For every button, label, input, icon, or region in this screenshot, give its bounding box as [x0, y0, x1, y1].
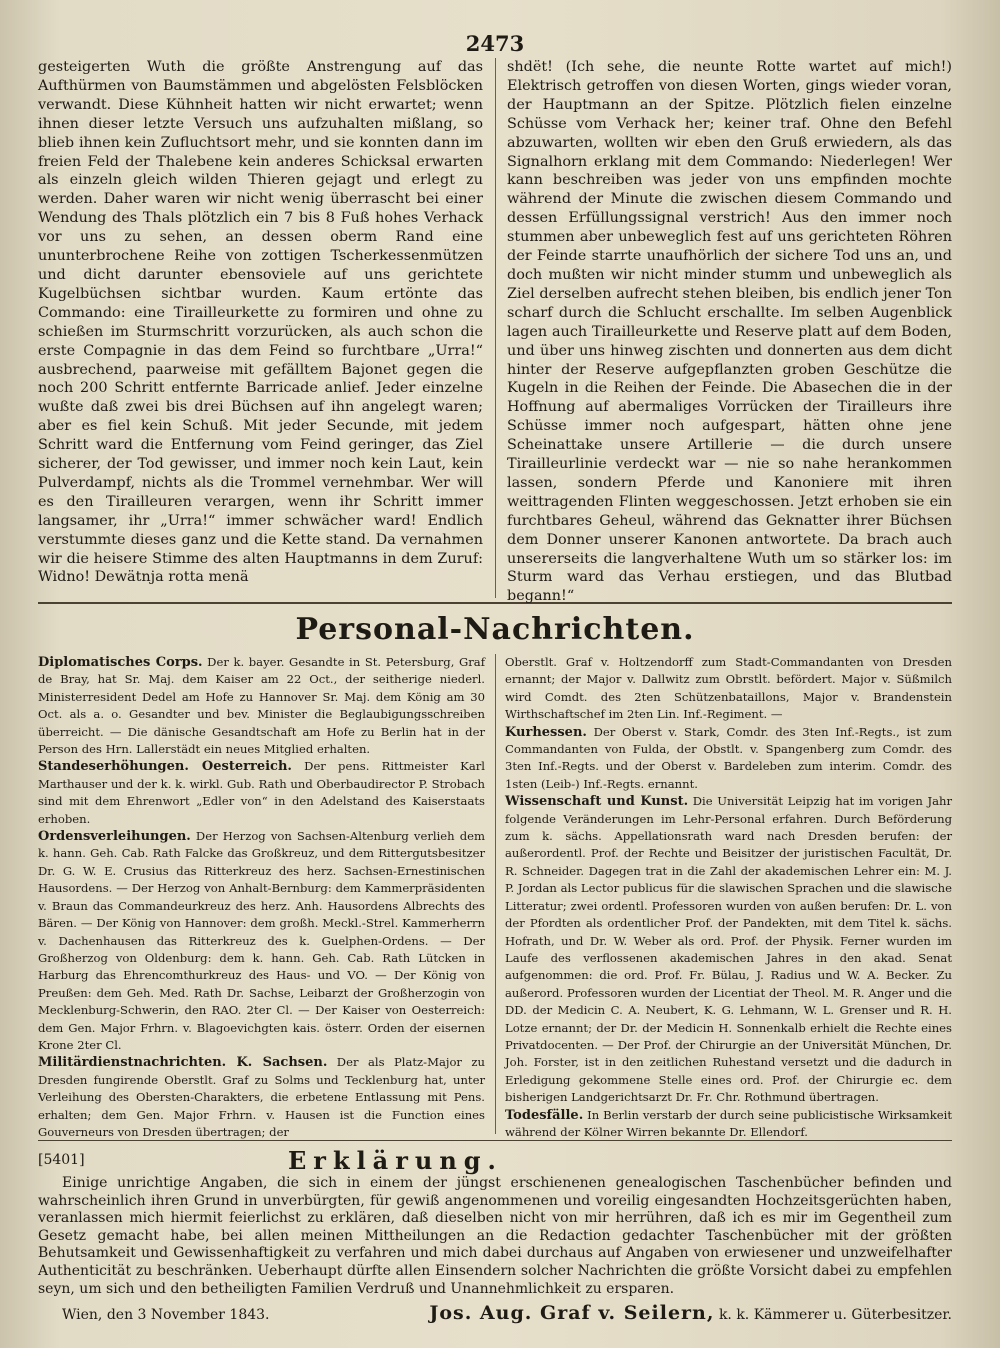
- declaration-title: Erklärung.: [288, 1145, 503, 1175]
- declaration-footer: [38, 1302, 952, 1324]
- article-text-left: gesteigerten Wuth die größte Anstrengung auf das Aufthürmen von Baumstämmen und abgelösten Felsblöcken verwandt. Diese Kühnheit hatten wir nicht erwartet; wenn ihnen dieser letzte Versuch uns aufzuhalten mißlang, so blieb ihnen kein Zufluchtsort mehr, und sie konnten dann im freien Feld der Thalebene kein anderes Schicksal erwarten als einzeln gleich wilden Thieren gejagt und erlegt zu werden. Daher waren wir nicht wenig überrascht bei einer Wendung des Thals plötzlich ein 7 bis 8 Fuß hohes Verhack vor uns zu sehen, an dessen oberm Rand eine ununterbrochene Reihe von zottigen Tscherkessenmützen und dicht darunter ebensoviele auf uns gerichtete Kugelbüchsen sichtbar wurden. Kaum ertönte das Commando: eine Tirailleurkette zu formiren und ohne zu schießen im Sturmschritt vorzurücken, als auch schon die erste Compagnie in das dem Feind so furchtbare „Urra!“ ausbrechend, paarweise mit gefälltem Bajonet gegen die noch 200 Schritt entfernte Barricade anlief. Jeder einzelne wußte daß zwei bis drei Büchsen auf ihn angelegt waren; aber es fiel kein Schuß. Mit jeder Secunde, mit jedem Schritt ward die Entfernung vom Feind geringer, das Ziel sicherer, der Tod gewisser, und immer noch kein Laut, kein Pulverdampf, nichts als die Trommel vernehmbar. Wer will es den Tirailleuren verargen, wenn ihr Schritt immer langsamer, ihr „Urra!“ immer schwächer ward! Endlich verstummte dieses ganz und die Kette stand. Da vernahmen wir die heisere Stimme des alten Hauptmanns in dem Zuruf: Widno! Dewätnja rotta menä: [38, 59, 483, 586]
- news-item: [505, 724, 952, 794]
- declaration-signature: [429, 1302, 952, 1324]
- news-heading: Todesfälle.: [505, 1107, 584, 1123]
- page-number: 2473: [465, 31, 525, 56]
- declaration-place-date: Wien, den 3 November 1843.: [62, 1307, 270, 1324]
- news-text: Die Universität Leipzig hat im vorigen Jahr folgende Veränderungen im Lehr-Personal erfahren. Durch Beförderung zum k. sächs. Appellationsrath ward nach Dresden berufen: der außerordentl. Prof. der Rechte und Beisitzer der juristischen Facultät, Dr. R. Schneider. Dagegen trat in die Zahl der akademischen Lehrer ein: M. J. P. Jordan als Lector publicus für die slawischen Sprachen und die slawische Litteratur; zwei ordentl. Professoren wurden von außen berufen: Dr. L. von der Pfordten als ordentlicher Prof. der Pandekten, mit dem Titel k. sächs. Hofrath, und Dr. W. Weber als ord. Prof. der Physik. Ferner wurden im Laufe des verflossenen akademischen Jahres in den akad. Senat aufgenommen: die ord. Prof. Fr. Bülau, J. Radius und W. A. Becker. Zu außerord. Professoren wurden der Licentiat der Theol. M. R. Anger und die DD. der Medicin C. A. Neubert, K. G. Lehmann, W. L. Grenser und R. H. Lotze ernannt; der Dr. der Medicin H. Sonnenkalb erhielt die Rechte eines Privatdocenten. — Der Prof. der Chirurgie an der Universität München, Dr. Joh. Forster, ist in den zeitlichen Ruhestand versetzt und die dadurch in Erledigung gekommene Stelle eines ord. Prof. der Chirurgie ec. dem bisherigen Landgerichtsarzt Dr. Fr. Chr. Rothmund übertragen.: [505, 794, 953, 1105]
- news-heading: Ordensverleihungen.: [38, 829, 191, 845]
- column-divider: [495, 58, 496, 598]
- news-column-right: [505, 654, 953, 1139]
- article-columns: [38, 58, 952, 605]
- news-item: [38, 758, 485, 828]
- column-divider: [495, 654, 496, 1134]
- news-heading: Standeserhöhungen. Oesterreich.: [38, 759, 292, 775]
- signature-name: Jos. Aug. Graf v. Seilern,: [429, 1302, 715, 1325]
- news-item: [505, 793, 952, 1106]
- news-heading: Wissenschaft und Kunst.: [505, 794, 689, 810]
- news-item: [38, 654, 485, 758]
- article-text-right: shdët! (Ich sehe, die neunte Rotte wartet auf mich!) Elektrisch getroffen von diesen Worten, gings wieder voran, der Hauptmann an der Spitze. Plötzlich fielen einzelne Schüsse vom Verhack her; keiner traf. Ohne den Befehl abzuwarten, wollten wir eben den Gruß erwiedern, als das Signalhorn erklang mit dem Commando: Niederlegen! Wer kann beschreiben was jeder von uns empfinden mochte während der Minute die zwischen diesem Commando und dessen Erfüllungssignal verstrich! Aus den immer noch stummen aber unbeweglich fest auf uns gerichteten Röhren der Feinde starrte unaufhörlich der sichere Tod uns an, und doch mußten wir nicht minder stumm und unbeweglich als Ziel derselben aufrecht stehen bleiben, bis endlich jener Ton scharf durch die Schlucht erschallte. Im selben Augenblick lagen auch Tirailleurkette und Reserve platt auf dem Boden, und über uns hinweg zischten und donnerten aus dem dicht hinter der Reserve aufgepflanzten groben Geschütze die Kugeln in die Reihen der Feinde. Die Abasechen die in der Hoffnung auf abermaliges Vorrücken der Tirailleurs ihre Schüsse immer noch aufgespart, hätten ohne jene Scheinattake unsere Artillerie — die durch unsere Tirailleurlinie verdeckt war — nie so nahe herankommen lassen, sondern Pferde und Kanoniere mit ihren weittragenden Flinten weggeschossen. Jetzt erhoben sie ein furchtbares Geheul, während das Geknatter ihrer Büchsen dem Donner unserer Kanonen antwortete. Da brach auch unsererseits die langverhaltene Wuth um so stärker los: im Sturm ward das Verhau erstiegen, und das Blutbad begann!“: [507, 59, 952, 605]
- declaration-header: [38, 1145, 952, 1175]
- personal-news-columns: [38, 654, 953, 1139]
- declaration-body: Einige unrichtige Angaben, die sich in einem der jüngst erschienenen genealogischen Taschenbücher befinden und wahrscheinlich ihren Grund in unverbürgten, für gewiß angenommenen und voreilig eingesandten Hochzeitsgerüchten haben, veranlassen mich hiermit feierlichst zu erklären, daß dieselben nicht von mir herrühren, daß ich es mir im Gegentheil zum Gesetz gemacht habe, bei allen meinen Mittheilungen an die Redaction gedachter Taschenbücher mit der größten Behutsamkeit und Gewissenhaftigkeit zu verfahren und mich dabei durchaus auf Angaben von erwiesener und unzweifelhafter Authenticität zu beschränken. Ueberhaupt dürfte allen Einsendern solcher Nachrichten die größte Vorsicht dabei zu empfehlen seyn, um sich und den betheiligten Familien Verdruß und Unannehmlichkeit zu ersparen.: [38, 1175, 952, 1297]
- news-text: Der k. bayer. Gesandte in St. Petersburg, Graf de Bray, hat Sr. Maj. dem Kaiser am 22 Oct., der seitherige niederl. Ministerresident Dedel am Hofe zu Hannover Sr. Maj. dem König am 30 Oct. als a. o. Gesandter und bev. Minister die Beglaubigungsschreiben überreicht. — Die dänische Gesandtschaft am Hofe zu Berlin hat in der Person des Hrn. Lallerstädt ein neues Mitglied erhalten.: [38, 655, 485, 757]
- news-item: [505, 1107, 952, 1142]
- news-text: Der pens. Rittmeister Karl Marthauser und der k. k. wirkl. Gub. Rath und Oberbaudirector P. Strobach sind mit dem Ehrenwort „Edler von“ in den Adelstand des Kaiserstaats erhoben.: [38, 759, 486, 826]
- news-text: In Berlin verstarb der durch seine publicistische Wirksamkeit während der Kölner Wirren bekannte Dr. Ellendorf.: [505, 1107, 952, 1139]
- news-text: Der als Platz-Major zu Dresden fungirende Oberstlt. Graf zu Solms und Tecklenburg hat, unter Verleihung des Obersten-Charakters, die erbetene Entlassung mit Pens. erhalten; dem Gen. Major Frhrn. v. Hausen ist die Function eines Gouverneurs von Dresden übertragen; der: [38, 1055, 485, 1139]
- news-item: [38, 828, 485, 1054]
- article-column-right: [507, 58, 952, 605]
- news-column-left: [38, 654, 486, 1139]
- article-column-left: [38, 58, 483, 598]
- news-text: Der Herzog von Sachsen-Altenburg verlieh dem k. hann. Geh. Cab. Rath Falcke das Großkreuz, und dem Rittergutsbesitzer Dr. G. W. E. Crusius das Ritterkreuz des herz. Sachsen-Ernestinischen Hausordens. — Der Herzog von Anhalt-Bernburg: dem Kammerpräsidenten v. Braun das Commandeurkreuz des herz. Anh. Hausordens Albrechts des Bären. — Der König von Hannover: dem großh. Meckl.-Strel. Kammerherrn v. Dachenhausen das Ritterkreuz des k. Guelphen-Ordens. — Der Großherzog von Oldenburg: dem k. hann. Geh. Cab. Rath Lütcken in Harburg das Ehrencomthurkreuz des Haus- und VO. — Der König von Preußen: dem Geh. Med. Rath Dr. Sachse, Leibarzt der Großherzogin von Mecklenburg-Schwerin, den RAO. 2ter Cl. — Der Kaiser von Oesterreich: dem Gen. Major Frhrn. v. Blagoevichgten kais. österr. Orden der eisernen Krone 2ter Cl.: [38, 829, 485, 1052]
- news-item: [38, 1054, 485, 1141]
- section-title: Personal-Nachrichten.: [295, 612, 695, 647]
- news-heading: Militärdienstnachrichten. K. Sachsen.: [38, 1055, 328, 1071]
- news-heading: Kurhessen.: [505, 724, 587, 740]
- news-item: [505, 654, 952, 724]
- declaration-number: [5401]: [38, 1152, 85, 1168]
- news-text: Der Oberst v. Stark, Comdr. des 3ten Inf.-Regts., ist zum Commandanten von Fulda, der Obstlt. v. Spangenberg zum Comdr. des 3ten Inf.-Regts. und der Oberst v. Bardeleben zum interim. Comdr. des 1sten (Leib-) Inf.-Regts. ernannt.: [505, 724, 952, 791]
- news-heading: Diplomatisches Corps.: [38, 655, 203, 670]
- news-text: Oberstlt. Graf v. Holtzendorff zum Stadt-Commandanten von Dresden ernannt; der Major v. Dallwitz zum Obrstlt. befördert. Major v. Süßmilch wird Comdt. des 2ten Schützenbataillons, Major v. Brandenstein Wirthschaftschef im 2ten Lin. Inf.-Regiment. —: [505, 655, 952, 722]
- signature-title: k. k. Kämmerer u. Güterbesitzer.: [718, 1307, 952, 1324]
